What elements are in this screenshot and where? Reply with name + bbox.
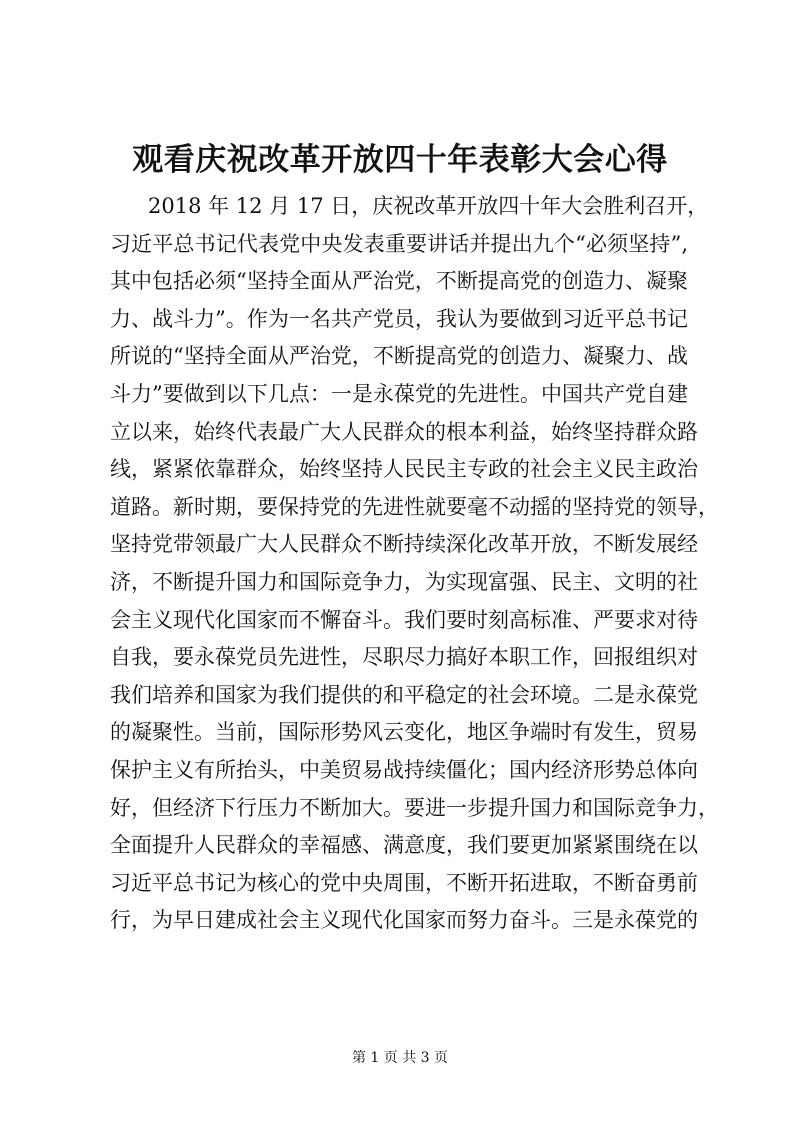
paragraph-line: 自我，要永葆党员先进性，尽职尽力搞好本职工作，回报组织对 (110, 645, 698, 670)
paragraph-line: 习近平总书记代表党中央发表重要讲话并提出九个“必须坚持”, (110, 231, 688, 256)
paragraph-line: 其中包括必须“坚持全面从严治党，不断提高党的创造力、凝聚 (110, 269, 688, 294)
paragraph-line: 我们培养和国家为我们提供的和平稳定的社会环境。二是永葆党 (110, 682, 698, 707)
paragraph-line: 斗力”要做到以下几点：一是永葆党的先进性。中国共产党自建 (110, 381, 688, 406)
paragraph-line: 行，为早日建成社会主义现代化国家而努力奋斗。三是永葆党的 (110, 908, 698, 933)
page-footer: 第 1 页 共 3 页 (351, 1050, 449, 1066)
document-body (110, 188, 719, 940)
paragraph-line: 坚持党带领最广大人民群众不断持续深化改革开放，不断发展经 (110, 532, 698, 557)
document-title: 观看庆祝改革开放四十年表彰大会心得 (132, 142, 668, 178)
paragraph-line: 济，不断提升国力和国际竞争力，为实现富强、民主、文明的社 (110, 569, 698, 594)
paragraph-line: 习近平总书记为核心的党中央周围，不断开拓进取，不断奋勇前 (110, 870, 698, 895)
paragraph-line: 会主义现代化国家而不懈奋斗。我们要时刻高标准、严要求对待 (110, 607, 698, 632)
paragraph-line: 线，紧紧依靠群众，始终坚持人民民主专政的社会主义民主政治 (110, 457, 698, 482)
paragraph-line: 所说的“坚持全面从严治党，不断提高党的创造力、凝聚力、战 (110, 344, 688, 369)
paragraph-line: 2018 年 12 月 17 日，庆祝改革开放四十年大会胜利召开， (148, 194, 709, 218)
paragraph-line: 立以来，始终代表最广大人民群众的根本利益，始终坚持群众路 (110, 419, 698, 444)
paragraph-line: 力、战斗力”。作为一名共产党员，我认为要做到习近平总书记 (110, 306, 688, 331)
paragraph-line: 道路。新时期，要保持党的先进性就要毫不动摇的坚持党的领导， (110, 494, 719, 519)
paragraph-line: 保护主义有所抬头，中美贸易战持续僵化；国内经济形势总体向 (110, 757, 698, 782)
paragraph-line: 全面提升人民群众的幸福感、满意度，我们要更加紧紧围绕在以 (110, 833, 698, 858)
paragraph-line: 好，但经济下行压力不断加大。要进一步提升国力和国际竞争力， (110, 795, 719, 820)
paragraph-line: 的凝聚性。当前，国际形势风云变化，地区争端时有发生，贸易 (110, 720, 698, 745)
